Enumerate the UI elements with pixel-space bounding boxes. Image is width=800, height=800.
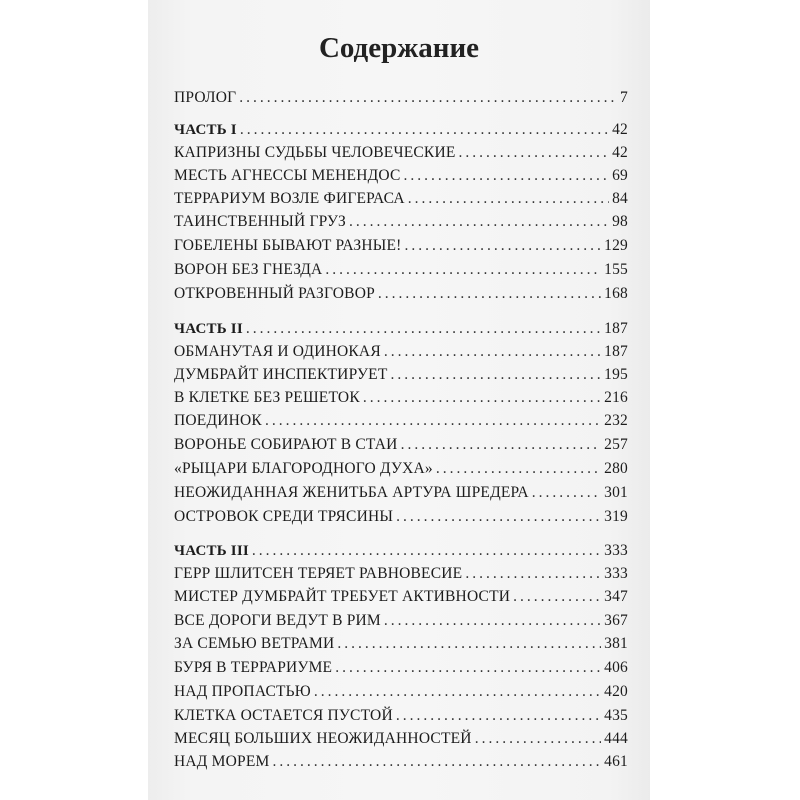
- leader-dots: [240, 119, 609, 141]
- leader-dots: [465, 563, 601, 585]
- toc-entry-title: МЕСТЬ АГНЕССЫ МЕНЕНДОС: [174, 167, 401, 184]
- toc-entry-page: 257: [604, 436, 628, 453]
- toc-entry-title: ПРОЛОГ: [174, 89, 237, 106]
- leader-dots: [396, 506, 601, 528]
- toc-entry-page: 319: [604, 508, 628, 525]
- leader-dots: [404, 165, 610, 187]
- toc-entry-page: 333: [604, 565, 628, 582]
- leader-dots: [378, 283, 601, 305]
- toc-entry-title: КАПРИЗНЫ СУДЬБЫ ЧЕЛОВЕЧЕСКИЕ: [174, 144, 456, 161]
- toc-entry: [174, 482, 628, 504]
- toc-entry-page: 435: [604, 707, 628, 724]
- toc-entry-title: ГЕРР ШЛИТСЕН ТЕРЯЕТ РАВНОВЕСИЕ: [174, 565, 463, 582]
- leader-dots: [475, 728, 601, 750]
- leader-dots: [436, 458, 601, 480]
- leader-dots: [408, 188, 609, 210]
- leader-dots: [337, 633, 601, 655]
- toc-entry-page: 187: [604, 343, 628, 360]
- toc-entry: [174, 87, 628, 109]
- toc-entry-title: ГОБЕЛЕНЫ БЫВАЮТ РАЗНЫЕ!: [174, 237, 402, 254]
- leader-dots: [513, 586, 601, 608]
- toc-entry-title: НАД МОРЕМ: [174, 753, 270, 770]
- toc-part-heading: [174, 540, 628, 562]
- leader-dots: [391, 364, 602, 386]
- toc-entry: [174, 751, 628, 773]
- toc-entry-title: ЧАСТЬ III: [174, 543, 249, 559]
- toc-entry-page: 333: [604, 542, 628, 559]
- leader-dots: [396, 705, 601, 727]
- toc-entry: [174, 188, 628, 210]
- toc-part-heading: [174, 119, 628, 141]
- toc-entry-title: ТЕРРАРИУМ ВОЗЛЕ ФИГЕРАСА: [174, 190, 405, 207]
- toc-entry: [174, 633, 628, 655]
- toc-entry-page: 232: [604, 412, 628, 429]
- leader-dots: [532, 482, 601, 504]
- toc-entry-title: «РЫЦАРИ БЛАГОРОДНОГО ДУХА»: [174, 460, 433, 477]
- toc-entry-page: 216: [604, 389, 628, 406]
- toc-entry-page: 461: [604, 753, 628, 770]
- toc-entry-page: 444: [604, 730, 628, 747]
- leader-dots: [325, 259, 601, 281]
- toc-entry: [174, 341, 628, 363]
- toc-entry-page: 381: [604, 635, 628, 652]
- toc-entry: [174, 387, 628, 409]
- leader-dots: [459, 142, 610, 164]
- leader-dots: [349, 211, 609, 233]
- toc-entry-title: МИСТЕР ДУМБРАЙТ ТРЕБУЕТ АКТИВНОСТИ: [174, 588, 511, 605]
- page-title: Содержание: [318, 32, 480, 64]
- toc-entry-page: 42: [612, 121, 628, 138]
- toc-entry-page: 7: [620, 89, 628, 106]
- toc-entry-title: ЧАСТЬ I: [174, 122, 237, 138]
- toc-entry-page: 420: [604, 683, 628, 700]
- leader-dots: [246, 318, 601, 340]
- toc-entry-title: ВОРОН БЕЗ ГНЕЗДА: [174, 261, 323, 278]
- toc-entry-title: ПОЕДИНОК: [174, 412, 262, 429]
- toc-entry-title: ВСЕ ДОРОГИ ВЕДУТ В РИМ: [174, 612, 381, 629]
- toc-entry: [174, 364, 628, 386]
- leader-dots: [265, 410, 601, 432]
- toc-entry-title: ДУМБРАЙТ ИНСПЕКТИРУЕТ: [174, 366, 388, 383]
- toc-entry-title: НАД ПРОПАСТЬЮ: [174, 683, 311, 700]
- toc-part-heading: [174, 318, 628, 340]
- leader-dots: [239, 87, 617, 109]
- toc-entry-page: 301: [604, 484, 628, 501]
- leader-dots: [272, 751, 601, 773]
- toc-entry-title: КЛЕТКА ОСТАЕТСЯ ПУСТОЙ: [174, 707, 393, 724]
- toc-entry-page: 42: [612, 144, 628, 161]
- toc-entry-page: 155: [604, 261, 628, 278]
- leader-dots: [363, 387, 601, 409]
- toc-entry: [174, 681, 628, 703]
- toc-entry-page: 84: [612, 190, 628, 207]
- leader-dots: [252, 540, 601, 562]
- toc-entry: [174, 586, 628, 608]
- toc-entry: [174, 610, 628, 632]
- toc-entry: [174, 283, 628, 305]
- toc-entry: [174, 657, 628, 679]
- toc-entry-page: 280: [604, 460, 628, 477]
- toc-entry: [174, 142, 628, 164]
- leader-dots: [405, 235, 602, 257]
- toc-entry-title: ОБМАНУТАЯ И ОДИНОКАЯ: [174, 343, 381, 360]
- toc-entry-page: 98: [612, 213, 628, 230]
- toc-entry-title: ТАИНСТВЕННЫЙ ГРУЗ: [174, 213, 346, 230]
- toc-entry: [174, 211, 628, 233]
- toc-entry: [174, 563, 628, 585]
- toc-entry-title: БУРЯ В ТЕРРАРИУМЕ: [174, 659, 333, 676]
- toc-entry-title: ВОРОНЬЕ СОБИРАЮТ В СТАИ: [174, 436, 398, 453]
- toc-entry-page: 69: [612, 167, 628, 184]
- toc-entry: [174, 410, 628, 432]
- toc-entry-title: ЧАСТЬ II: [174, 321, 243, 337]
- leader-dots: [384, 610, 601, 632]
- leader-dots: [401, 434, 602, 456]
- toc-entry: [174, 165, 628, 187]
- toc-entry-title: МЕСЯЦ БОЛЬШИХ НЕОЖИДАННОСТЕЙ: [174, 730, 472, 747]
- toc-entry: [174, 506, 628, 528]
- toc-entry-page: 367: [604, 612, 628, 629]
- toc-entry: [174, 458, 628, 480]
- toc-entry-title: НЕОЖИДАННАЯ ЖЕНИТЬБА АРТУРА ШРЕДЕРА: [174, 484, 529, 501]
- toc-entry: [174, 259, 628, 281]
- toc-entry-page: 195: [604, 366, 628, 383]
- toc-entry: [174, 705, 628, 727]
- toc-entry-page: 187: [604, 320, 628, 337]
- toc-entry: [174, 235, 628, 257]
- toc-entry-page: 406: [604, 659, 628, 676]
- toc-entry-title: ОТКРОВЕННЫЙ РАЗГОВОР: [174, 285, 375, 302]
- toc-entry-title: ОСТРОВОК СРЕДИ ТРЯСИНЫ: [174, 508, 394, 525]
- toc-entry-page: 347: [604, 588, 628, 605]
- leader-dots: [314, 681, 601, 703]
- toc-entry-page: 168: [604, 285, 628, 302]
- toc-entry: [174, 434, 628, 456]
- toc-entry-title: ЗА СЕМЬЮ ВЕТРАМИ: [174, 635, 335, 652]
- toc-entry-title: В КЛЕТКЕ БЕЗ РЕШЕТОК: [174, 389, 360, 406]
- toc-entry-page: 129: [604, 237, 628, 254]
- toc-entry: [174, 728, 628, 750]
- leader-dots: [384, 341, 601, 363]
- leader-dots: [335, 657, 601, 679]
